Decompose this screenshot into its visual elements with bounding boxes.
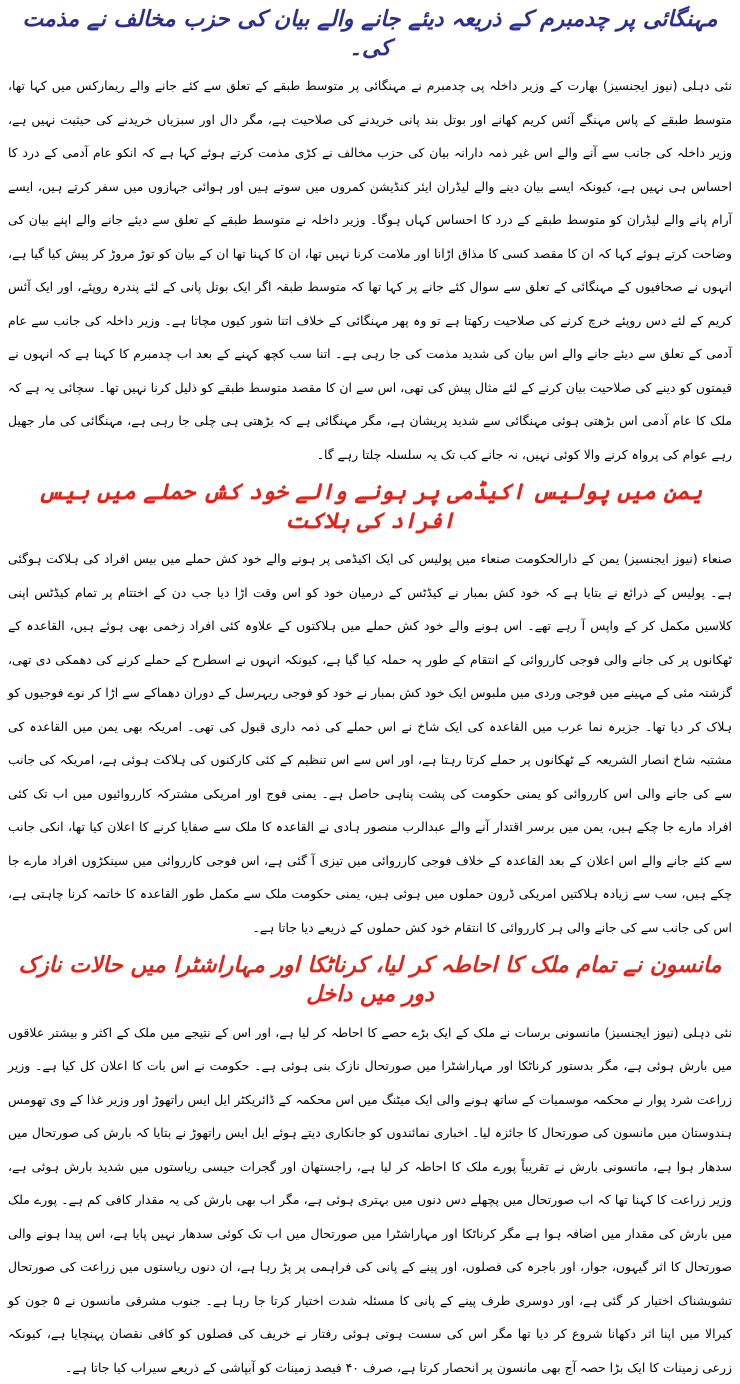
article-headline: مہنگائی پر چدمبرم کے ذریعہ دیئے جانے والے بیان کی حزب مخالف نے مذمت کی۔	[22, 7, 718, 61]
article-headline: مانسون نے تمام ملک کا احاطہ کر لیا، کرناٹکا اور مہاراشٹرا میں حالات نازک دور میں داخل	[18, 953, 722, 1007]
article-headline: یمن میں پولیس اکیڈمی پر ہونے والے خود کش حملے میں بیس افراد کی ہلاکت	[37, 480, 703, 534]
article-monsoon	[8, 944, 732, 1384]
article-body: نئی دہلی (نیوز ایجنسیز) مانسونی برسات نے ملک کے ایک بڑے حصے کا احاطہ کر لیا ہے، اور اس کے نتیجے میں ملک کے اکثر و بیشتر علاقوں میں بارش ہوئی ہے، مگر بدستور کرناٹکا اور مہاراشٹرا میں صورتحال نازک بنی ہوئی ہے۔ حکومت نے اس بات کا اعلان کل کیا ہے۔ وزیر زراعت شرد پوار نے محکمہ موسمیات کے ساتھ ہونے والی ایک میٹنگ میں اس محکمہ کے ڈائریکٹر ایل ایس راتھوڑ اور وزیر غذا کے وی تھومس ہندوستان میں مانسون کی صورتحال کا جائزہ لیا۔ اخباری نمائندوں کو جانکاری دیتے ہوئے ایل ایس راتھوڑ نے بتایا کہ بارش کی صورتحال میں سدھار ہوا ہے، مانسونی بارش نے تقریباً پورے ملک کا احاطہ کر لیا ہے، راجستھان اور گجرات جیسی ریاستوں میں شدید بارش ہوئی ہے، وزیر زراعت کا کہنا تھا کہ اب صورتحال میں پچھلے دس دنوں میں بہتری ہوئی ہے، مگر اب بھی بارش کی یہ مقدار کافی کم ہے۔ پورے ملک میں بارش کی مقدار میں اضافہ ہوا ہے مگر کرناٹکا اور مہاراشٹرا میں صورتحال میں اب تک کوئی سدھار نہیں پایا ہے، اس پیدا ہونے والی صورتحال کا اثر گیہوں، جوار، اور باجرہ کی فصلوں، اور پینے کے پانی کی فراہمی پر پڑ رہا ہے، ان دنوں ریاستوں میں زراعت کی صورتحال تشویشناک اختیار کر گئی ہے، اور دوسری طرف پینے کے پانی کا مسئلہ شدت اختیار کرتا جا رہا ہے۔ جنوب مشرقی مانسون نے ۵ جون کو کیرالا میں اپنا اثر دکھانا شروع کر دیا تھا مگر اس کی سست ہوتی ہوئی رفتار نے خریف کی فصلوں کو کافی نقصان پہنچایا ہے، کیونکہ زرعی زمینات کا ایک بڑا حصہ آج بھی مانسون پر انحصار کرتا ہے، صرف ۴۰ فیصد زمینات کو آبپاشی کے ذریعے سیراب کیا جاتا ہے۔	[8, 1024, 732, 1375]
article-inflation	[8, 0, 732, 471]
article-yemen	[8, 471, 732, 944]
article-body: صنعاء (نیوز ایجنسیز) یمن کے دارالحکومت صنعاء میں پولیس کی ایک اکیڈمی پر ہونے والے خود کش حملے میں بیس افراد کی ہلاکت ہوگئی ہے۔ پولیس کے ذرائع نے بتایا ہے کہ خود کش بمبار نے کیڈٹس کے درمیان خود کو اس وقت اڑا دیا جب دن کے اختتام پر تمام کیڈٹس اپنی کلاسیں مکمل کر کے واپس آ رہے تھے۔ اس ہونے والے خود کش حملے میں ہلاکتوں کے علاوہ کئی افراد زخمی بھی ہوئے ہیں، القاعدہ کے ٹھکانوں پر کی جانے والی فوجی کارروائی کے انتقام کے طور پہ حملہ کیا گیا ہے، کیونکہ انہوں نے اسطرح کے حملے کرنے کی دھمکی دی تھی، گزشتہ مئی کے مہینے میں فوجی وردی میں ملبوس ایک خود کش بمبار نے خود کو فوجی ریہرسل کے دوران دھماکے سے اڑا کر نوے فوجیوں کو ہلاک کر دیا تھا۔ جزیرہ نما عرب میں القاعدہ کی ایک شاخ نے اس حملے کی ذمہ داری قبول کی تھی۔ امریکہ بھی یمن میں القاعدہ کی مشتبہ شاخ انصار الشریعہ کے ٹھکانوں پر حملے کرتا رہتا ہے، اور اس سے اس تنظیم کے کئی کارکنوں کی ہلاکت ہوئی ہے، امریکہ کی جانب سے کی جانے والی اس کارروائی کو یمنی حکومت کی پشت پناہی حاصل ہے۔ یمنی فوج اور امریکی مشترکہ کارروائیوں میں اب تک کئی افراد مارے جا چکے ہیں، یمن میں برسر اقتدار آنے والے عبدالرب منصور ہادی نے القاعدہ کا ملک سے صفایا کرنے کا اعلان کیا تھا، انکی جانب سے کئے جانے والے اس اعلان کے بعد القاعدہ کے خلاف فوجی کارروائی میں تیزی آ گئی ہے، اس فوجی کارروائی میں سینکڑوں افراد مارے جا چکے ہیں، سب سے زیادہ ہلاکتیں امریکی ڈرون حملوں میں ہوئی ہیں، یمنی حکومت ملک سے مکمل طور القاعدہ کا خاتمہ کرنا چاہتی ہے، اس کی جانب سے کی جانے والی ہر کارروائی کا انتقام خود کش حملوں کے ذریعے دیا جاتا ہے۔	[8, 551, 732, 935]
article-body: نئی دہلی (نیوز ایجنسیز) بھارت کے وزیر داخلہ پی چدمبرم نے مہنگائی پر متوسط طبقے کے تعلق سے کئے جانے والے ریمارکس میں کہا تھا، متوسط طبقے کے پاس مہنگے آئس کریم کھانے اور بوتل بند پانی خریدنے کی صلاحیت ہے، مگر دال اور سبزیاں خریدنے کی حیثیت نہیں ہے، وزیر داخلہ کی جانب سے آنے والے اس غیر ذمہ دارانہ بیان کی حزب مخالف نے کڑی مذمت کرتے ہوئے کہا ہے کہ انکو عام آدمی کے درد کا احساس ہی نہیں ہے، کیونکہ ایسے بیان دینے والے لیڈران ایئر کنڈیشن کمروں میں سوتے ہیں اور ہوائی جہازوں میں سفر کرتے ہیں، ایسے آرام پانے والے لیڈران کو متوسط طبقے کے درد کا احساس کہاں ہوگا۔ وزیر داخلہ نے متوسط طبقے کے تعلق سے دیئے جانے والے اپنے بیان کی وضاحت کرتے ہوئے کہا کہ ان کا مقصد کسی کا مذاق اڑانا اور ملامت کرنا نہیں تھا، ان کا کہنا تھا ان کے بیان کو توڑ مروڑ کر پیش کیا گیا ہے، انہوں نے صحافیوں کے مہنگائی کے تعلق سے سوال کئے جانے پر کہا تھا کہ متوسط طبقہ اگر ایک بوتل پانی کے لئے پندرہ روپئے، اور ایک آئس کریم کے لئے دس روپئے خرچ کرنے کی صلاحیت رکھتا ہے تو وہ پھر مہنگائی کے خلاف اتنا شور کیوں مچاتا ہے۔ وزیر داخلہ کی جانب سے عام آدمی کے تعلق سے دیئے جانے والے اس بیان کی شدید مذمت کی جا رہی ہے۔ اتنا سب کچھ کہنے کے بعد اب چدمبرم کا کہنا ہے کہ انہوں نے قیمتوں کو دینے کی صلاحیت بیان کرنے کے لئے مثال پیش کی تھی، اس سے ان کا مقصد متوسط طبقے کو ذلیل کرنا نہیں تھا۔ سچائی یہ ہے کہ ملک کا عام آدمی اس بڑھتی ہوئی مہنگائی سے شدید پریشان ہے، مگر مہنگائی ہے کہ بڑھتی ہی چلی جا رہی ہے، مہنگائی کی مار جھیل رہے عوام کی پرواہ کرنے والا کوئی نہیں، نہ جانے کب تک یہ سلسلہ چلتا رہے گا۔	[8, 78, 732, 462]
